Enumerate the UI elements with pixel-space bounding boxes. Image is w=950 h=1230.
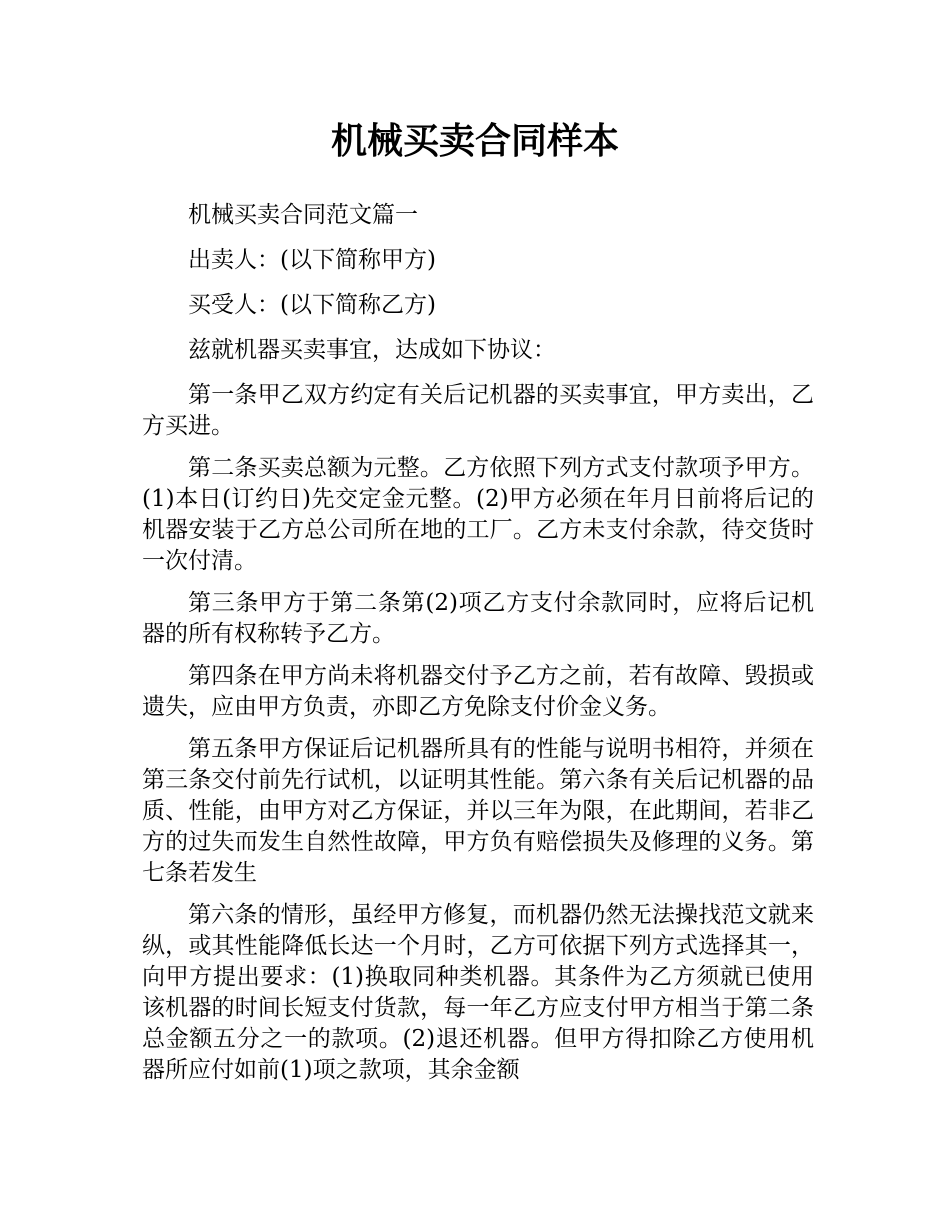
paragraph-article-4: 第四条在甲方尚未将机器交付予乙方之前，若有故障、毁损或遗失，应由甲方负责，亦即乙方免除支付价金义务。 (142, 663, 814, 720)
document-body (142, 200, 814, 1097)
paragraph-article-6: 第六条的情形，虽经甲方修复，而机器仍然无法操找范文就来纵，或其性能降低长达一个月时，乙方可依据下列方式选择其一，向甲方提出要求：(1)换取同种类机器。其条件为乙方须就已使用该机器的时间长短支付货款，每一年乙方应支付甲方相当于第二条总金额五分之一的款项。(2)退还机器。但甲方得扣除乙方使用机器所应付如前(1)项之款项，其余金额 (142, 902, 814, 1083)
paragraph-article-3: 第三条甲方于第二条第(2)项乙方支付余款同时，应将后记机器的所有权称转予乙方。 (142, 590, 814, 647)
paragraph-article-2: 第二条买卖总额为元整。乙方依照下列方式支付款项予甲方。(1)本日(订约日)先交定金元整。(2)甲方必须在年月日前将后记的机器安装于乙方总公司所在地的工厂。乙方未支付余款，待交货时一次付清。 (142, 455, 814, 574)
paragraph-article-1: 第一条甲乙双方约定有关后记机器的买卖事宜，甲方卖出，乙方买进。 (142, 382, 814, 439)
paragraph-buyer: 买受人：(以下简称乙方) (188, 292, 436, 318)
paragraph-subtitle: 机械买卖合同范文篇一 (188, 202, 418, 228)
paragraph-seller: 出卖人：(以下简称甲方) (188, 247, 436, 273)
paragraph-preamble: 兹就机器买卖事宜，达成如下协议： (188, 337, 556, 363)
paragraph-article-5: 第五条甲方保证后记机器所具有的性能与说明书相符，并须在第三条交付前先行试机，以证明其性能。第六条有关后记机器的品质、性能，由甲方对乙方保证，并以三年为限，在此期间，若非乙方的过失而发生自然性故障，甲方负有赔偿损失及修理的义务。第七条若发生 (142, 736, 814, 886)
document-title: 机械买卖合同样本 (330, 121, 619, 162)
